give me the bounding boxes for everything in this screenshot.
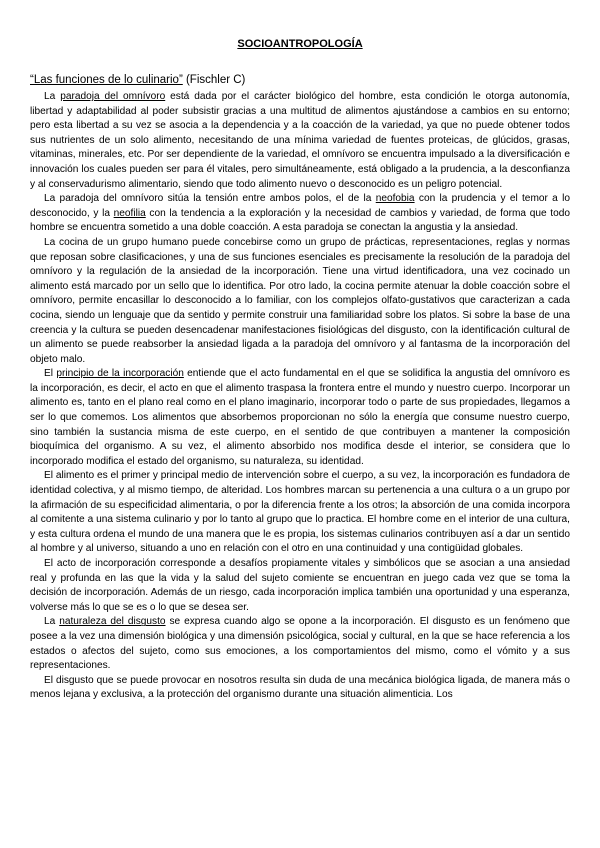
paragraph-text: La paradoja del omnívoro sitúa la tensión entre ambos polos, el de la xyxy=(44,193,376,205)
paragraph-text: está dada por el carácter biológico del hombre, esta condición le otorga autonomía, libertad y adaptabilidad al poder subsistir gracias a una multitud de alimentos ajustándose a cambios en su entorno; pero esta libertad a su vez se asocia a la dependencia y a la coacción de la variedad, ya que no puede obtener todos sus nutrientes de un solo alimento, necesitando de una mínima variedad de fuentes proteicas, de glúcidos, grasas, vitaminas, minerales, etc. Por ser dependiente de la variedad, el omnívoro se encuentra impulsado a la diversificación e innovación los cuales pueden ser para él vitales, pero simultáneamente, está obligado a la prudencia, a la desconfianza y al conservadurismo alimentario, siendo que todo alimento nuevo o desconocido es un peligro potencial. xyxy=(30,91,570,190)
paragraph-text: con la tendencia a la exploración y la necesidad de cambios y variedad, de forma que todo hombre se encuentra sometido a una doble coacción. A esta paradoja se conectan la angustia y la ansiedad. xyxy=(30,207,570,234)
paragraph-text: entiende que el acto fundamental en el que se solidifica la angustia del omnívoro es la incorporación, es decir, el acto en que el alimento traspasa la frontera entre el mundo y nuestro cuerpo. Incorporar un alimento es, tanto en el plano real como en el plano imaginario, incorporar todo o parte de sus propiedades, llegamos a ser lo que comemos. Los alimentos que absorbemos proporcionan no sólo la energía que consume nuestro cuerpo, sino también la sustancia misma de este cuerpo, en el sentido de que contribuyen a mantener la composición bioquímica del organismo. A su vez, el alimento absorbido nos modifica desde el interior, se considera que lo incorporado modifica el estado del organismo, su naturaleza, su identidad. xyxy=(30,368,570,467)
subtitle xyxy=(30,74,570,86)
work-author: (Fischler C) xyxy=(182,74,246,86)
paragraph-cocina: La cocina de un grupo humano puede concebirse como un grupo de prácticas, representaciones, reglas y normas que reposan sobre clasificaciones, y una de sus funciones esenciales es precisamente la resolución de la paradoja del omnívoro y la regulación de la ansiedad de la incorporación. Tiene una virtud identificadora, una vez cocinado un alimento está marcado por un sello que lo identifica. Por otro lado, la cocina permite atenuar la doble coacción sobre el omnívoro, permite encasillar lo desconocido a lo familiar, con los complejos olfato-gustativos que caracterizan a cada cocina, siendo un lenguaje que da sentido y permite construir una familiaridad sobre los platos. Si sobre la base de una creencia y la cultura se pueden desencadenar manifestaciones fisiológicas del disgusto, con la identificación cultural de un alimento se puede reabsorber la ansiedad ligada a la paradoja del omnívoro y al fantasma de la incorporación del objeto malo. xyxy=(30,236,570,365)
paragraph-incorporacion xyxy=(30,367,570,469)
paragraph-paradoja xyxy=(30,90,570,192)
paragraph-lead: La xyxy=(44,616,60,628)
paragraph-neofobia-neofilia xyxy=(30,192,570,236)
paragraph-lead: El xyxy=(44,368,57,380)
term-naturaleza-disgusto: naturaleza del disgusto xyxy=(59,616,166,628)
term-neofobia: neofobia xyxy=(375,193,415,205)
paragraph-text: con la prudencia y el temor a lo desconocido, y la xyxy=(30,193,570,219)
paragraph-disgusto-mecanica: El disgusto que se puede provocar en nosotros resulta sin duda de una mecánica biológica ligada, de manera más o menos lejana y exclusiva, a la protección del organismo durante una situación alimenticia. Los xyxy=(30,674,570,701)
term-neofilia: neofilia xyxy=(113,207,146,219)
paragraph-lead: La xyxy=(44,91,61,102)
paragraph-acto-incorporacion: El acto de incorporación corresponde a desafíos propiamente vitales y simbólicos que se asocian a una ansiedad real y profunda en las que la vida y la salud del sujeto comiente se encuentran en juego cada vez que se toma la decisión de incorporación. Además de un riesgo, cada incorporación implica también una oportunidad y una esperanza, volverse más lo que se es o lo que se desea ser. xyxy=(30,558,570,613)
paragraph-text: se expresa cuando algo se opone a la incorporación. El disgusto es un fenómeno que posee a la vez una dimensión biológica y una dimensión psicológica, social y cultural, en la que se hace referencia a los estados o afectos del sujeto, como sus emociones, a los comportamientos del mismo, como el vómito y a sus representaciones. xyxy=(30,616,570,672)
paragraph-alimento: El alimento es el primer y principal medio de intervención sobre el cuerpo, a su vez, la incorporación es fundadora de identidad colectiva, y al mismo tiempo, de alteridad. Los hombres marcan su pertenencia a una cultura o a un grupo por la afirmación de su especificidad alimentaria, o por la diferencia frente a los otros; la absorción de una comida incorpora al comitente a una sistema culinario y por lo tanto al grupo que lo practica. El hombre come en el interior de una cultura, y esta cultura ordena el mundo de una manera que le es propia, los sistemas culinarios contribuyen así a dar un sentido al hombre y al universo, situando a uno en relación con el otro en una continuidad y una contigüidad globales. xyxy=(30,470,570,555)
page-title: SOCIOANTROPOLOGÍA xyxy=(237,38,363,50)
term-paradoja-omnivoro: paradoja del omnívoro xyxy=(60,91,166,102)
work-title: “Las funciones de lo culinario” xyxy=(30,74,183,86)
paragraph-disgusto xyxy=(30,615,570,673)
term-principio-incorporacion: principio de la incorporación xyxy=(56,368,184,380)
